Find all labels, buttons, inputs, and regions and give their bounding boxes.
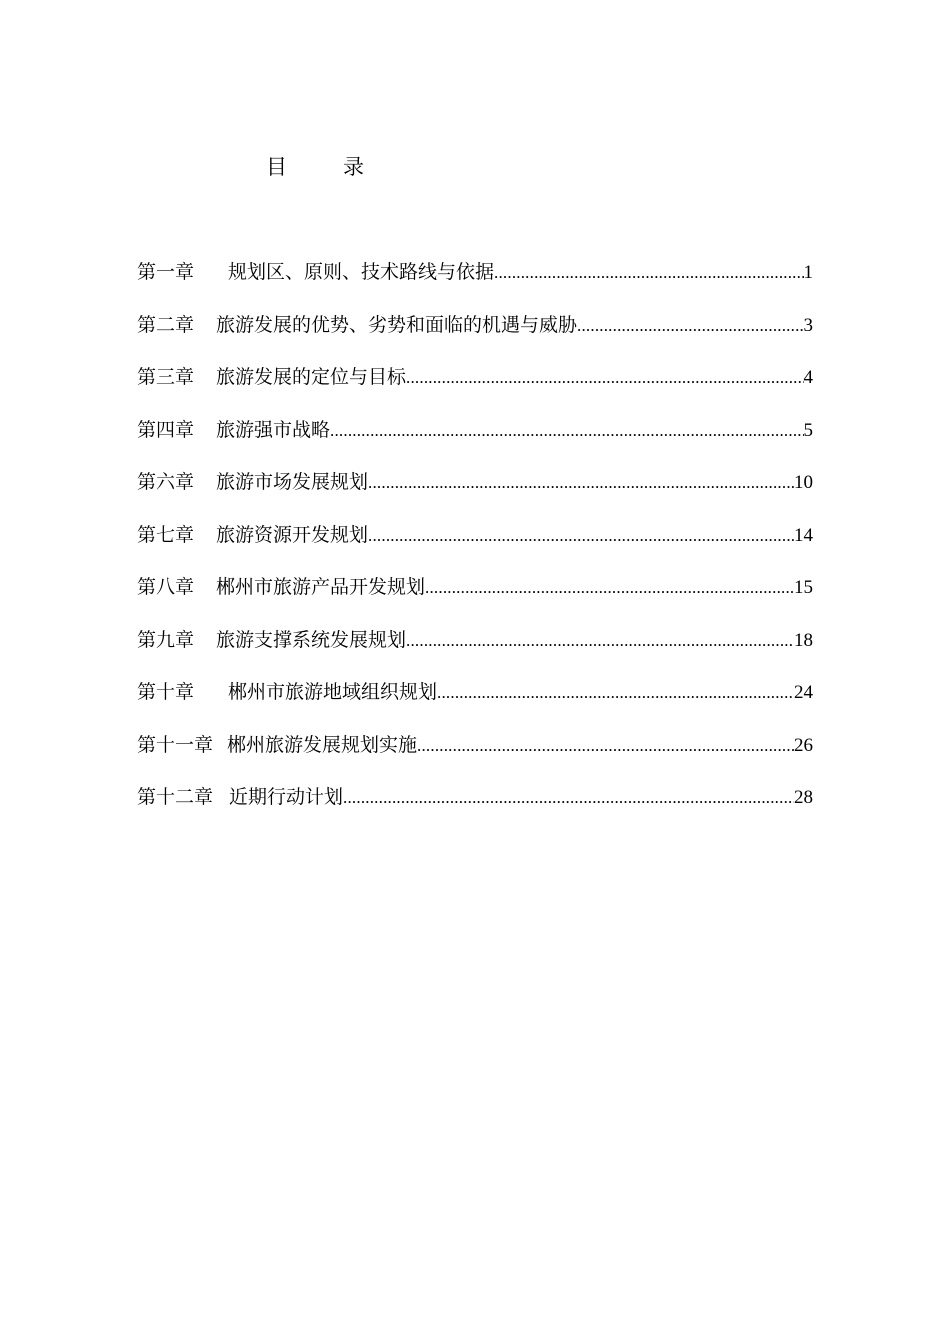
toc-dot-leader: [577, 309, 803, 343]
toc-heading: 旅游支撑系统发展规划: [216, 628, 407, 651]
toc-chapter: 第十二章: [137, 786, 214, 808]
toc-heading: 规划区、原则、技术路线与依据: [228, 261, 495, 283]
toc-dot-leader: [343, 781, 794, 815]
toc-page-number: 26: [794, 734, 813, 756]
toc-list: [137, 255, 813, 833]
toc-chapter: 第十一章: [137, 733, 214, 756]
toc-dot-leader: [330, 414, 803, 448]
toc-chapter: 第四章: [137, 418, 195, 441]
toc-heading: 旅游发展的优势、劣势和面临的机遇与威胁: [216, 313, 578, 336]
toc-entry[interactable]: [137, 465, 813, 518]
toc-title-right: 录: [343, 155, 364, 179]
toc-title: [0, 152, 630, 182]
toc-dot-leader: [437, 676, 794, 710]
toc-entry[interactable]: [137, 413, 813, 466]
toc-heading: 旅游资源开发规划: [216, 523, 369, 546]
toc-page-number: 14: [794, 524, 813, 546]
toc-chapter: 第二章: [137, 313, 195, 336]
toc-heading: 近期行动计划: [229, 786, 344, 808]
toc-entry[interactable]: [137, 623, 813, 676]
toc-entry[interactable]: [137, 675, 813, 728]
toc-chapter: 第九章: [137, 628, 195, 651]
toc-chapter: 第八章: [137, 576, 195, 598]
toc-page-number: 5: [803, 419, 813, 441]
toc-page-number: 28: [794, 787, 813, 808]
toc-entry[interactable]: [137, 308, 813, 361]
toc-dot-leader: [425, 571, 794, 605]
toc-chapter: 第七章: [137, 523, 195, 546]
toc-chapter: 第六章: [137, 471, 195, 493]
toc-chapter: 第十章: [137, 681, 195, 703]
toc-page-number: 15: [794, 577, 813, 598]
toc-dot-leader: [494, 256, 803, 290]
toc-heading: 郴州旅游发展规划实施: [227, 733, 418, 756]
toc-entry[interactable]: [137, 360, 813, 413]
toc-dot-leader: [406, 624, 794, 658]
toc-entry[interactable]: [137, 780, 813, 833]
toc-page-number: 1: [803, 262, 813, 283]
toc-heading: 郴州市旅游产品开发规划: [216, 576, 426, 598]
toc-dot-leader: [406, 361, 803, 395]
toc-heading: 旅游市场发展规划: [216, 471, 369, 493]
toc-page-number: 10: [794, 472, 813, 493]
toc-entry[interactable]: [137, 255, 813, 308]
toc-page-number: 18: [794, 629, 813, 651]
toc-dot-leader: [417, 729, 794, 763]
toc-chapter: 第三章: [137, 366, 195, 388]
toc-page-number: 24: [794, 682, 813, 703]
toc-heading: 旅游强市战略: [216, 418, 331, 441]
toc-dot-leader: [368, 466, 794, 500]
toc-title-left: 目: [266, 155, 287, 179]
toc-page-number: 4: [803, 367, 813, 388]
toc-entry[interactable]: [137, 518, 813, 571]
toc-page-number: 3: [803, 314, 813, 336]
toc-heading: 旅游发展的定位与目标: [216, 366, 407, 388]
toc-dot-leader: [368, 519, 794, 553]
toc-entry[interactable]: [137, 728, 813, 781]
toc-chapter: 第一章: [137, 261, 195, 283]
toc-entry[interactable]: [137, 570, 813, 623]
toc-heading: 郴州市旅游地域组织规划: [228, 681, 438, 703]
